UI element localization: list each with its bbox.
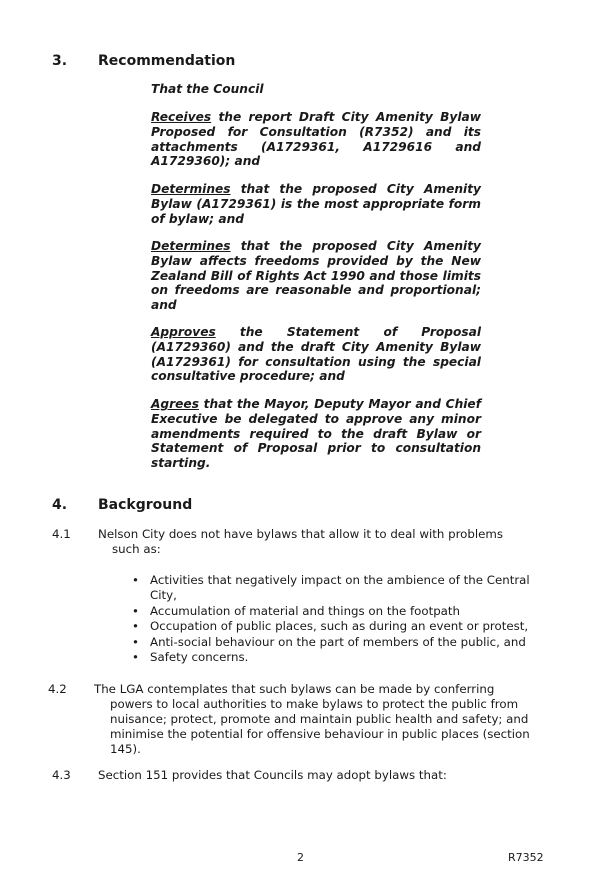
paragraph-line: The LGA contemplates that such bylaws can be made by conferring: [94, 682, 495, 696]
recommendation-verb: Receives: [151, 110, 212, 124]
list-item: [132, 573, 552, 604]
recommendation-text: that the proposed City Amenity Bylaw affects freedoms provided by the New Zealand Bill of Rights Act 1990 and those limits on freedoms are reasonable and proportional; and: [151, 239, 481, 313]
paragraph-number: 4.1: [52, 527, 71, 541]
list-item: [132, 619, 552, 634]
recommendation-verb: Agrees: [151, 397, 199, 411]
recommendation-verb: Approves: [151, 325, 216, 339]
page-number: 2: [297, 851, 304, 864]
recommendation-text: the report Draft City Amenity Bylaw Proposed for Consultation (R7352) and its attachments (A1729361, A1729616 and A1729360); and: [151, 110, 481, 169]
list-item-line: Accumulation of material and things on the footpath: [150, 603, 461, 618]
paragraph-line: such as:: [112, 542, 161, 556]
recommendation-verb: Determines: [151, 239, 231, 253]
paragraph-line: 145).: [110, 742, 141, 756]
paragraph-4-3: [52, 768, 552, 786]
recommendation-item: [151, 110, 481, 169]
section-3-number: 3.: [52, 53, 68, 69]
paragraph-line: powers to local authorities to make bylaws to protect the public from: [110, 697, 519, 711]
recommendation-item: [151, 325, 481, 384]
section-4-title: Background: [98, 497, 193, 513]
recommendation-text: that the proposed City Amenity Bylaw (A1729361) is the most appropriate form of bylaw; and: [151, 182, 481, 226]
list-item-line: Anti-social behaviour on the part of members of the public, and: [150, 634, 526, 649]
paragraph-number: 4.3: [52, 768, 71, 782]
paragraph-4-2: [48, 682, 558, 760]
recommendation-intro-text: That the Council: [151, 82, 264, 96]
recommendation-item: [151, 239, 481, 313]
paragraph-line: Nelson City does not have bylaws that allow it to deal with problems: [98, 527, 504, 541]
paragraph-line: nuisance; protect, promote and maintain public health and safety; and: [110, 712, 529, 726]
list-item-line: Occupation of public places, such as during an event or protest,: [150, 619, 529, 634]
list-item: [132, 635, 552, 650]
list-item-line: Activities that negatively impact on the ambience of the Central: [150, 573, 530, 587]
recommendation-verb: Determines: [151, 182, 231, 196]
section-4-number: 4.: [52, 497, 68, 513]
section-3-title: Recommendation: [98, 53, 236, 69]
report-reference: R7352: [508, 851, 544, 864]
list-item-line: Safety concerns.: [150, 650, 249, 665]
paragraph-number: 4.2: [48, 682, 67, 696]
recommendation-item: [151, 397, 481, 471]
list-item: [132, 604, 552, 619]
list-item: [132, 650, 552, 665]
paragraph-line: minimise the potential for offensive behaviour in public places (section: [110, 727, 530, 741]
list-item-line: City,: [150, 588, 177, 603]
recommendation-item: [151, 182, 481, 226]
recommendation-text: the Statement of Proposal (A1729360) and the draft City Amenity Bylaw (A1729361) for consultation using the special consultative procedure; and: [151, 325, 481, 384]
paragraph-4-1: [52, 527, 552, 559]
bullet-list: [132, 573, 552, 665]
paragraph-text: Section 151 provides that Councils may adopt bylaws that:: [98, 768, 447, 782]
recommendation-intro: [151, 82, 481, 97]
recommendation-text: that the Mayor, Deputy Mayor and Chief Executive be delegated to approve any minor amendments required to the draft Bylaw or Statement of Proposal prior to consultation starting.: [151, 397, 481, 471]
